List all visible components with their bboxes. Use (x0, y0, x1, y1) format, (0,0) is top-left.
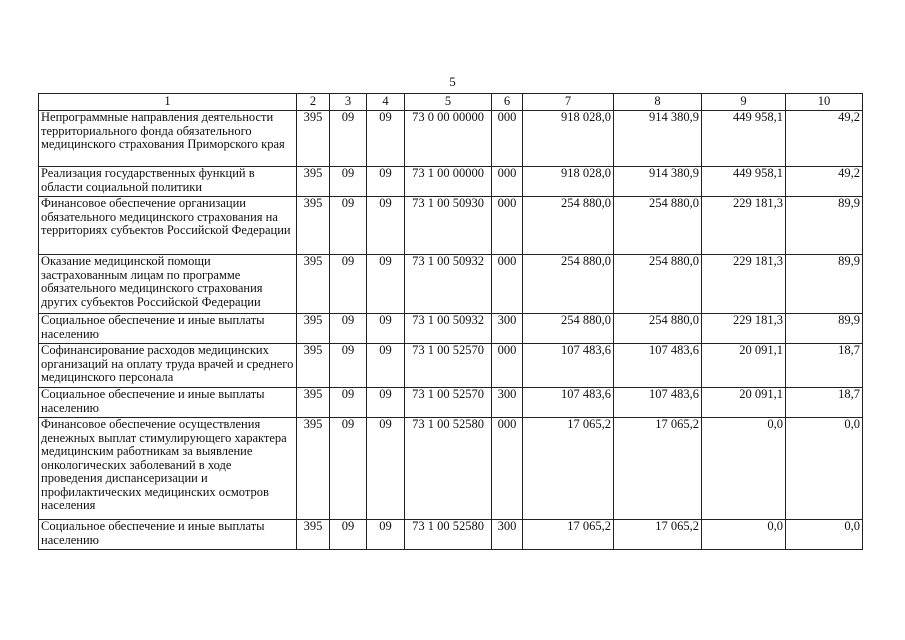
row-name: Социальное обеспечение и иные выплаты населению (39, 314, 297, 344)
cell-admin-code: 395 (297, 418, 330, 520)
cell-expense-type: 000 (492, 197, 523, 255)
cell-value-7: 17 065,2 (523, 418, 614, 520)
col-header-10: 10 (786, 94, 863, 111)
cell-value-8: 254 880,0 (614, 255, 702, 314)
cell-value-9: 229 181,3 (702, 197, 786, 255)
cell-subsection: 09 (367, 388, 405, 418)
table-row (39, 314, 863, 344)
cell-target-article: 73 1 00 50932 (405, 255, 492, 314)
row-name: Софинансирование расходов медицинских организаций на оплату труда врачей и среднего медицинского персонала (39, 344, 297, 388)
cell-section: 09 (330, 520, 367, 550)
table-row (39, 167, 863, 197)
cell-value-10: 0,0 (786, 520, 863, 550)
col-header-3: 3 (330, 94, 367, 111)
cell-target-article: 73 1 00 52580 (405, 520, 492, 550)
cell-value-10: 89,9 (786, 255, 863, 314)
cell-value-8: 107 483,6 (614, 388, 702, 418)
cell-expense-type: 000 (492, 255, 523, 314)
cell-expense-type: 300 (492, 388, 523, 418)
cell-value-8: 17 065,2 (614, 520, 702, 550)
cell-target-article: 73 1 00 50932 (405, 314, 492, 344)
col-header-2: 2 (297, 94, 330, 111)
col-header-4: 4 (367, 94, 405, 111)
cell-value-7: 254 880,0 (523, 314, 614, 344)
cell-section: 09 (330, 111, 367, 167)
cell-subsection: 09 (367, 314, 405, 344)
row-name: Социальное обеспечение и иные выплаты населению (39, 388, 297, 418)
cell-value-10: 18,7 (786, 388, 863, 418)
cell-target-article: 73 1 00 00000 (405, 167, 492, 197)
cell-value-7: 254 880,0 (523, 197, 614, 255)
cell-section: 09 (330, 167, 367, 197)
cell-subsection: 09 (367, 255, 405, 314)
cell-section: 09 (330, 388, 367, 418)
cell-value-9: 20 091,1 (702, 344, 786, 388)
cell-value-7: 254 880,0 (523, 255, 614, 314)
col-header-8: 8 (614, 94, 702, 111)
cell-admin-code: 395 (297, 167, 330, 197)
cell-subsection: 09 (367, 197, 405, 255)
cell-value-9: 20 091,1 (702, 388, 786, 418)
cell-section: 09 (330, 255, 367, 314)
table-row (39, 418, 863, 520)
cell-value-10: 0,0 (786, 418, 863, 520)
row-name: Реализация государственных функций в области социальной политики (39, 167, 297, 197)
table-row (39, 111, 863, 167)
cell-subsection: 09 (367, 111, 405, 167)
table-row (39, 255, 863, 314)
table-row (39, 197, 863, 255)
cell-value-8: 254 880,0 (614, 197, 702, 255)
cell-target-article: 73 0 00 00000 (405, 111, 492, 167)
cell-admin-code: 395 (297, 520, 330, 550)
cell-subsection: 09 (367, 520, 405, 550)
cell-value-9: 449 958,1 (702, 167, 786, 197)
cell-expense-type: 000 (492, 167, 523, 197)
cell-admin-code: 395 (297, 388, 330, 418)
col-header-1: 1 (39, 94, 297, 111)
cell-value-7: 918 028,0 (523, 111, 614, 167)
cell-value-9: 449 958,1 (702, 111, 786, 167)
header-row (39, 94, 863, 111)
cell-admin-code: 395 (297, 314, 330, 344)
cell-value-9: 0,0 (702, 520, 786, 550)
cell-value-9: 229 181,3 (702, 314, 786, 344)
cell-value-10: 49,2 (786, 111, 863, 167)
budget-table (38, 93, 863, 550)
col-header-5: 5 (405, 94, 492, 111)
cell-value-8: 914 380,9 (614, 167, 702, 197)
cell-value-9: 0,0 (702, 418, 786, 520)
table-row (39, 520, 863, 550)
cell-target-article: 73 1 00 50930 (405, 197, 492, 255)
col-header-6: 6 (492, 94, 523, 111)
cell-admin-code: 395 (297, 197, 330, 255)
cell-section: 09 (330, 418, 367, 520)
cell-value-7: 17 065,2 (523, 520, 614, 550)
row-name: Оказание медицинской помощи застрахованным лицам по программе обязательного медицинского страхования других субъектов Российской Федерации (39, 255, 297, 314)
cell-value-8: 254 880,0 (614, 314, 702, 344)
cell-value-8: 914 380,9 (614, 111, 702, 167)
cell-admin-code: 395 (297, 255, 330, 314)
cell-section: 09 (330, 197, 367, 255)
cell-admin-code: 395 (297, 344, 330, 388)
col-header-9: 9 (702, 94, 786, 111)
cell-expense-type: 300 (492, 520, 523, 550)
row-name: Финансовое обеспечение организации обязательного медицинского страхования на территориях субъектов Российской Федерации (39, 197, 297, 255)
cell-admin-code: 395 (297, 111, 330, 167)
cell-expense-type: 000 (492, 344, 523, 388)
cell-subsection: 09 (367, 418, 405, 520)
cell-value-10: 89,9 (786, 314, 863, 344)
row-name: Непрограммные направления деятельности территориального фонда обязательного медицинского страхования Приморского края (39, 111, 297, 167)
cell-value-7: 918 028,0 (523, 167, 614, 197)
cell-target-article: 73 1 00 52570 (405, 344, 492, 388)
cell-value-8: 17 065,2 (614, 418, 702, 520)
table-row (39, 388, 863, 418)
cell-value-9: 229 181,3 (702, 255, 786, 314)
cell-expense-type: 000 (492, 111, 523, 167)
cell-target-article: 73 1 00 52580 (405, 418, 492, 520)
cell-value-7: 107 483,6 (523, 388, 614, 418)
cell-expense-type: 000 (492, 418, 523, 520)
cell-value-10: 89,9 (786, 197, 863, 255)
cell-expense-type: 300 (492, 314, 523, 344)
cell-value-10: 49,2 (786, 167, 863, 197)
table-row (39, 344, 863, 388)
cell-value-8: 107 483,6 (614, 344, 702, 388)
cell-subsection: 09 (367, 167, 405, 197)
col-header-7: 7 (523, 94, 614, 111)
cell-subsection: 09 (367, 344, 405, 388)
cell-target-article: 73 1 00 52570 (405, 388, 492, 418)
cell-section: 09 (330, 314, 367, 344)
cell-value-10: 18,7 (786, 344, 863, 388)
row-name: Финансовое обеспечение осуществления денежных выплат стимулирующего характера медицинским работникам за выявление онкологических заболеваний в ходе проведения диспансеризации и профилактических медицинских осмотров населения (39, 418, 297, 520)
row-name: Социальное обеспечение и иные выплаты населению (39, 520, 297, 550)
cell-section: 09 (330, 344, 367, 388)
page-number: 5 (449, 74, 456, 89)
cell-value-7: 107 483,6 (523, 344, 614, 388)
